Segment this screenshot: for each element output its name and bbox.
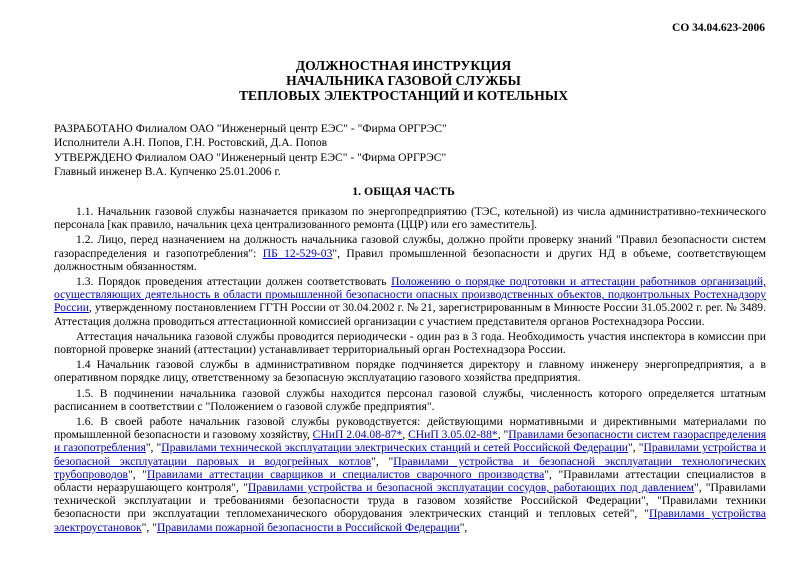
text-span: ", " <box>627 441 644 455</box>
link-pipeline-rules[interactable]: Правилами устройства и безопасной эксплуатации технологических трубопроводов <box>54 454 766 481</box>
title-line-1: ДОЛЖНОСТНАЯ ИНСТРУКЦИЯ <box>295 58 512 73</box>
document-code: СО 34.04.623-2006 <box>672 22 765 34</box>
text-span: ", Правил промышленной безопасности и других НД в объеме, соответствующем должностным обязанностям. <box>54 246 766 273</box>
approved-by: УТВЕРЖДЕНО Филиалом ОАО "Инженерный центр ЕЭС" - "Фирма ОРГРЭС" <box>54 151 447 164</box>
text-span: , " <box>497 428 509 442</box>
title-line-2: НАЧАЛЬНИКА ГАЗОВОЙ СЛУЖБЫ <box>286 73 521 88</box>
text-span: ", " <box>145 441 162 455</box>
text-span: , <box>402 428 409 442</box>
paragraph-1-6 <box>54 415 766 534</box>
paragraph-1-1: 1.1. Начальник газовой службы назначается приказом по энергопредприятию (ТЭС, котельной) из числа административно-технического персонала [как правило, начальник цеха централизованного ремонта (ЦЦР) или его заместитель]. <box>54 205 766 232</box>
text-span: ", <box>459 520 468 534</box>
text-span: 1.3. Порядок проведения аттестации должен соответствовать <box>76 275 392 289</box>
paragraph-1-4: 1.4 Начальник газовой службы в административном порядке подчиняется директору и главному инженеру энергопредприятия, а в оперативном порядке лицу, ответственному за безопасную эксплуатацию газового хозяйства предприятия. <box>54 358 766 385</box>
text-span: ", " <box>371 454 394 468</box>
title-line-3: ТЕПЛОВЫХ ЭЛЕКТРОСТАНЦИЙ И КОТЕЛЬНЫХ <box>238 88 569 103</box>
section-title: 1. ОБЩАЯ ЧАСТЬ <box>352 184 455 198</box>
link-boiler-rules[interactable]: Правилами устройства и безопасной эксплуатации паровых и водогрейных котлов <box>54 441 766 468</box>
text-span: ", " <box>141 520 157 534</box>
chief-engineer: Главный инженер В.А. Купченко 25.01.2006 г. <box>54 165 281 178</box>
developed-block <box>54 122 447 150</box>
link-snip-2-04-08-87[interactable]: СНиП 2.04.08-87* <box>312 428 403 442</box>
executors: Исполнители А.Н. Попов, Г.Н. Ростовский, Д.А. Попов <box>54 136 328 149</box>
link-welder-attestation-rules[interactable]: Правилами аттестации сварщиков и специалистов сварочного производства <box>147 467 545 481</box>
link-power-station-rules[interactable]: Правилами технической эксплуатации электрических станций и сетей Российской Федерации <box>161 441 628 455</box>
document-title <box>0 58 807 103</box>
link-pb-12-529-03[interactable]: ПБ 12-529-03 <box>262 246 333 260</box>
text-span: 1.2. Лицо, перед назначением на должность начальника газовой службы, должно пройти проверку знаний "Правил безопасности систем газораспределения и газопотребления": <box>54 233 766 260</box>
paragraph-1-3 <box>54 275 766 328</box>
text-span: 1.6. В своей работе начальник газовой службы руководствуется: действующими нормативными и директивными материалами по промышленной безопасности и газовому хозяйству, <box>54 415 766 442</box>
document-body <box>54 205 766 536</box>
developed-by: РАЗРАБОТАНО Филиалом ОАО "Инженерный центр ЕЭС" - "Фирма ОРГРЭС" <box>54 122 447 135</box>
text-span: ", "Правилами технической эксплуатации и требованиями безопасности труда в газовом хозяйстве Российской Федерации", "Правилами техники безопасности при эксплуатации тепломеханического оборудования электрических станций и тепловых сетей", " <box>54 481 766 521</box>
link-electrical-installation-rules[interactable]: Правилами устройства электроустановок <box>54 507 766 534</box>
link-fire-safety-rules[interactable]: Правилами пожарной безопасности в Российской Федерации <box>156 520 460 534</box>
link-snip-3-05-02-88[interactable]: СНиП 3.05.02-88* <box>408 428 498 442</box>
approved-block <box>54 151 446 179</box>
paragraph-attestation: Аттестация начальника газовой службы проводится периодически - один раз в 3 года. Необходимость участия инспектора в комиссии при повторной проверке знаний (аттестации) устанавливает территориальный орган Ростехнадзора России. <box>54 329 766 357</box>
link-gas-safety-rules[interactable]: Правилами безопасности систем газораспределения и газопотребления <box>54 428 767 455</box>
link-pressure-vessel-rules[interactable]: Правилами устройства и безопасной эксплуатации сосудов, работающих под давлением <box>247 481 694 495</box>
text-span: ", " <box>128 467 148 481</box>
text-span: , утвержденному постановлением ГГТН России от 30.04.2002 г. № 21, зарегистрированным в Минюсте России 31.05.2002 г. рег. № 3489. Аттестация должна проводиться аттестационной комиссией организации с участием представителя органов Ростехнадзора России. <box>54 301 766 328</box>
link-attestation-regulation[interactable]: Положению о порядке подготовки и аттестации работников организаций, осуществляющих деятельность в области промышленной безопасности опасных производственных объектов, подконтрольных Ростехнадзору России <box>54 275 767 315</box>
paragraph-1-5: 1.5. В подчинении начальника газовой службы находится персонал газовой службы, численность которого определяется штатным расписанием в соответствии с "Положением о газовой службе предприятия". <box>54 386 766 413</box>
paragraph-1-2 <box>54 233 766 273</box>
text-span: ", "Правилами аттестации специалистов в области неразрушающего контроля", " <box>54 467 766 495</box>
